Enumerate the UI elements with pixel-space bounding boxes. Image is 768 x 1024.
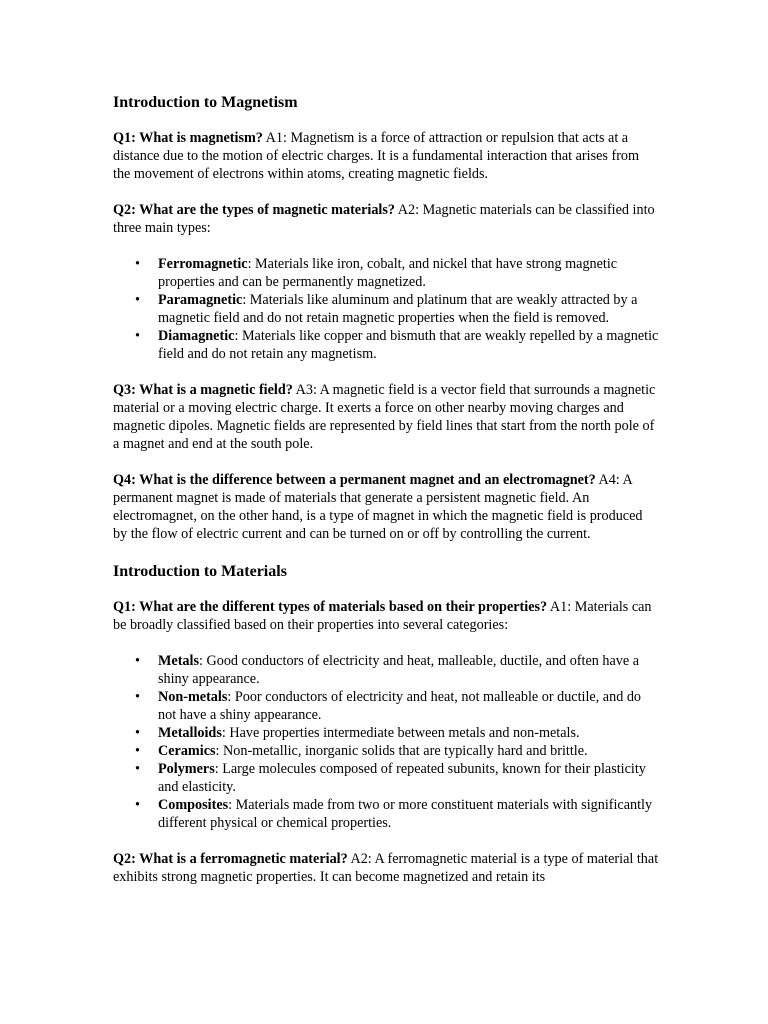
qa-magnetism-q2 — [113, 201, 659, 237]
qa-magnetism-q1 — [113, 129, 659, 183]
list-term: Metalloids — [158, 725, 222, 741]
question: Q1: What is magnetism? — [113, 130, 263, 146]
list-desc: : Non-metallic, inorganic solids that are typically hard and brittle. — [215, 743, 588, 759]
list-desc: : Materials like aluminum and platinum that are weakly attracted by a magnetic field and do not retain magnetic properties when the field is removed. — [158, 292, 638, 326]
question: Q1: What are the different types of materials based on their properties? — [113, 599, 548, 615]
list-item — [158, 255, 659, 291]
qa-materials-q2 — [113, 850, 659, 886]
list-desc: : Poor conductors of electricity and heat, not malleable or ductile, and do not have a shiny appearance. — [158, 689, 642, 723]
magnetic-types-list — [113, 255, 659, 363]
qa-magnetism-q4 — [113, 471, 659, 543]
list-desc: : Good conductors of electricity and heat, malleable, ductile, and often have a shiny appearance. — [158, 653, 640, 687]
answer: A4: A permanent magnet is made of materials that generate a persistent magnetic field. An electromagnet, on the other hand, is a type of magnet in which the magnetic field is produced by the flow of electric current and can be turned on or off by controlling the current. — [113, 472, 643, 542]
list-desc: : Materials like copper and bismuth that are weakly repelled by a magnetic field and do not retain any magnetism. — [158, 328, 659, 362]
answer: A3: A magnetic field is a vector field that surrounds a magnetic material or a moving electric charge. It exerts a force on other nearby moving charges and magnetic dipoles. Magnetic fields are represented by field lines that start from the north pole of a magnet and end at the south pole. — [113, 382, 656, 452]
list-item — [158, 760, 659, 796]
section-title-magnetism: Introduction to Magnetism — [113, 94, 298, 111]
list-item — [158, 742, 659, 760]
list-desc: : Large molecules composed of repeated subunits, known for their plasticity and elasticity. — [158, 761, 646, 795]
list-term: Diamagnetic — [158, 328, 235, 344]
list-term: Metals — [158, 653, 199, 669]
material-types-list — [113, 652, 659, 832]
answer: A1: Materials can be broadly classified based on their properties into several categories: — [113, 599, 652, 633]
answer: A2: Magnetic materials can be classified into three main types: — [113, 202, 655, 236]
list-desc: : Materials made from two or more constituent materials with significantly different physical or chemical properties. — [158, 797, 653, 831]
question: Q4: What is the difference between a permanent magnet and an electromagnet? — [113, 472, 596, 488]
list-item — [158, 688, 659, 724]
answer: A2: A ferromagnetic material is a type of material that exhibits strong magnetic properties. It can become magnetized and retain its — [113, 851, 659, 885]
question: Q2: What are the types of magnetic materials? — [113, 202, 395, 218]
question: Q3: What is a magnetic field? — [113, 382, 293, 398]
list-term: Ferromagnetic — [158, 256, 248, 272]
list-term: Polymers — [158, 761, 215, 777]
list-item — [158, 652, 659, 688]
list-item — [158, 291, 659, 327]
question: Q2: What is a ferromagnetic material? — [113, 851, 348, 867]
qa-magnetism-q3 — [113, 381, 659, 453]
list-desc: : Have properties intermediate between metals and non-metals. — [221, 725, 580, 741]
list-term: Composites — [158, 797, 229, 813]
list-item — [158, 327, 659, 363]
list-item — [158, 724, 659, 742]
list-term: Paramagnetic — [158, 292, 243, 308]
document-content — [113, 92, 659, 886]
list-term: Non-metals — [158, 689, 228, 705]
section-title-materials: Introduction to Materials — [113, 563, 287, 580]
list-term: Ceramics — [158, 743, 216, 759]
qa-materials-q1 — [113, 598, 659, 634]
list-item — [158, 796, 659, 832]
answer: A1: Magnetism is a force of attraction or repulsion that acts at a distance due to the motion of electric charges. It is a fundamental interaction that arises from the movement of electrons within atoms, creating magnetic fields. — [113, 130, 640, 182]
list-desc: : Materials like iron, cobalt, and nickel that have strong magnetic properties and can be permanently magnetized. — [158, 256, 618, 290]
